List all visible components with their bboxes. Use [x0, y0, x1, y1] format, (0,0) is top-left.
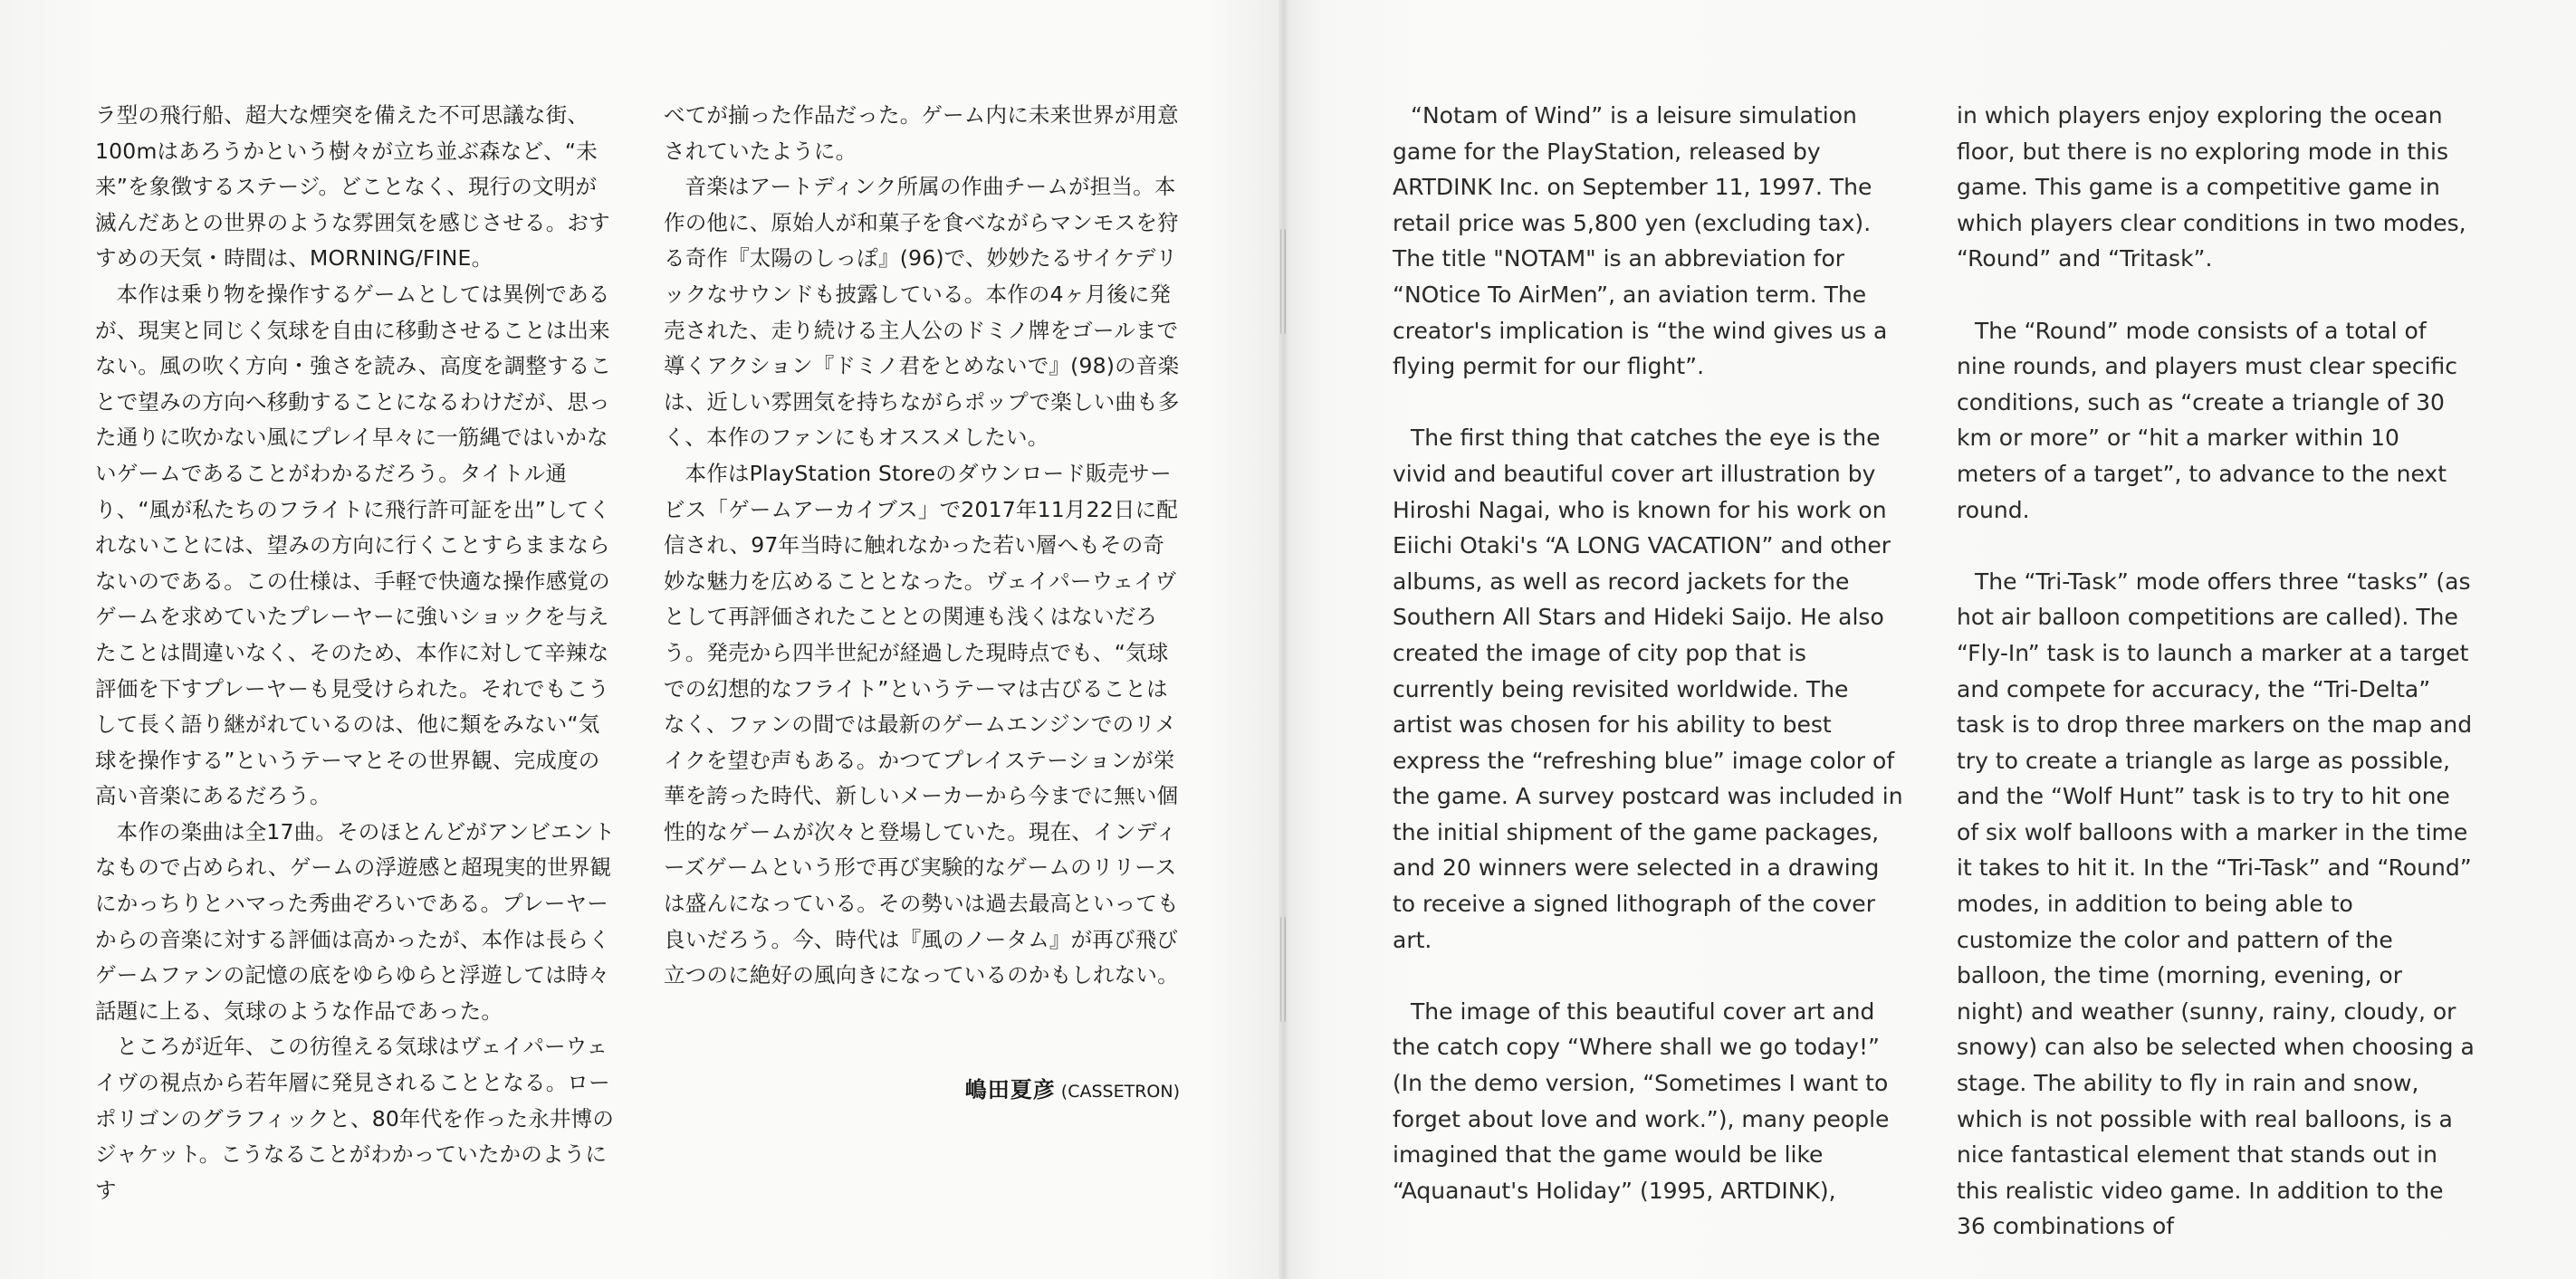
paragraph: in which players enjoy exploring the ocean floor, but there is no exploring mode in this game. This game is a competitive game in which players clear conditions in two modes, “Round” and “Tritask”.: [1957, 102, 2466, 272]
paragraph: The “Round” mode consists of a total of nine rounds, and players must clear specific conditions, such as “create a triangle of 30 km or more” or “hit a marker within 10 meters of a target”, to advance to the next round.: [1957, 317, 2458, 523]
author-name: 嶋田夏彦: [964, 1077, 1056, 1102]
paragraph: べてが揃った作品だった。ゲーム内に未来世界が用意されていたように。: [664, 102, 1179, 164]
author-credit: [664, 1072, 1180, 1103]
booklet-spine: [1278, 0, 1289, 1279]
paragraph: 本作はPlayStation Storeのダウンロード販売サービス「ゲームアーカイブス」で2017年11月22日に配信され、97年当時に触れなかった若い層へもその奇妙な魅力を広めることとなった。ヴェイパーウェイヴとして再評価されたこととの関連も浅くはないだろう。発売から四半世紀が経過した現時点でも、“気球での幻想的なフライト”というテーマは古びることはなく、ファンの間では最新のゲームエンジンでのリメイクを望む声もある。かつてプレイステーションが栄華を誇った時代、新しいメーカーから今までに無い個性的なゲームが次々と登場していた。現在、インディーズゲームという形で再び実験的なゲームのリリースは盛んになっている。その勢いは過去最高といっても良いだろう。今、時代は『風のノータム』が再び飛び立つのに絶好の風向きになっているのかもしれない。: [664, 460, 1179, 988]
paragraph: ラ型の飛行船、超大な煙突を備えた不可思議な街、100mはあろうかという樹々が立ち並ぶ森など、“未来”を象徴するステージ。どことなく、現行の文明が滅んだあとの世界のような雰囲気を感じさせる。おすすめの天気・時間は、MORNING/FINE。: [95, 102, 610, 272]
japanese-column-2: [664, 98, 1180, 994]
paragraph: 本作は乗り物を操作するゲームとしては異例であるが、現実と同じく気球を自由に移動させることは出来ない。風の吹く方向・強さを読み、高度を調整することで望みの方向へ移動することになるわけだが、思った通りに吹かない風にプレイ早々に一筋縄ではいかないゲームであることがわかるだろう。タイトル通り、“風が私たちのフライトに飛行許可証を出”してくれないことには、望みの方向に行くことすらままならないのである。この仕様は、手軽で快適な操作感覚のゲームを求めていたプレーヤーに強いショックを与えたことは間違いなく、そのため、本作に対して辛辣な評価を下すプレーヤーも見受けられた。それでもこうして長く語り継がれているのは、他に類をみない“気球を操作する”というテーマとその世界観、完成度の高い音楽にあるだろう。: [95, 281, 612, 809]
paragraph: The “Tri-Task” mode offers three “tasks” (as hot air balloon competitions are called). The “Fly-In” task is to launch a marker at a target and compete for accuracy, the “Tri-Delta” task is to drop three markers on the map and try to create a triangle as large as possible, and the “Wolf Hunt” task is to try to hit one of six wolf balloons with a marker in the time it takes to hit it. In the “Tri-Task” and “Round” modes, in addition to being able to customize the color and pattern of the balloon, the time (morning, evening, or night) and weather (sunny, rainy, cloudy, or snowy) can also be selected when choosing a stage. The ability to fly in rain and snow, which is not possible with real balloons, is a nice fantastical element that stands out in this realistic video game. In addition to the 36 combinations of: [1957, 568, 2475, 1240]
staple-bottom: [1280, 916, 1286, 1023]
english-column-1: [1393, 98, 1907, 1208]
staple-top: [1280, 228, 1286, 335]
paragraph: “Notam of Wind” is a leisure simulation game for the PlayStation, released by ARTDINK Inc. on September 11, 1997. The retail price was 5,800 yen (excluding tax). The title "NOTAM" is an abbreviation for “NOtice To AirMen”, an aviation term. The creator's implication is “the wind gives us a flying permit for our flight”.: [1393, 102, 1888, 380]
paragraph: The image of this beautiful cover art and the catch copy “Where shall we go today!” (In the demo version, “Sometimes I want to forget about love and work.”), many people imagined that the game would be like “Aquanaut's Holiday” (1995, ARTDINK),: [1393, 997, 1890, 1204]
paragraph: 本作の楽曲は全17曲。そのほとんどがアンビエントなもので占められ、ゲームの浮遊感と超現実的世界観にかっちりとハマった秀曲ぞろいである。プレーヤーからの音楽に対する評価は高かったが、本作は長らくゲームファンの記憶の底をゆらゆらと浮遊しては時々話題に上る、気球のような作品であった。: [95, 818, 616, 1024]
english-column-2: [1957, 98, 2475, 1245]
paragraph: ところが近年、この彷徨える気球はヴェイパーウェイヴの視点から若年層に発見されることとなる。ローポリゴンのグラフィックと、80年代を作った永井博のジャケット。こうなることがわかっていたかのようにす: [95, 1034, 615, 1203]
japanese-column-1: [95, 98, 616, 1208]
author-org: (CASSETRON): [1060, 1082, 1180, 1102]
paragraph: The first thing that catches the eye is the vivid and beautiful cover art illustration by Hiroshi Nagai, who is known for his work on Eiichi Otaki's “A LONG VACATION” and other albums, as well as record jackets for the Southern All Stars and Hideki Saijo. He also created the image of city pop that is currently being revisited worldwide. The artist was chosen for his ability to best express the “refreshing blue” image color of the game. A survey postcard was included in the initial shipment of the game packages, and 20 winners were selected in a drawing to receive a signed lithograph of the cover art.: [1393, 425, 1903, 953]
paragraph: 音楽はアートディンク所属の作曲チームが担当。本作の他に、原始人が和菓子を食べながらマンモスを狩る奇作『太陽のしっぽ』(96)で、妙妙たるサイケデリックなサウンドも披露している。本作の4ヶ月後に発売された、走り続ける主人公のドミノ牌をゴールまで導くアクション『ドミノ君をとめないで』(98)の音楽は、近しい雰囲気を持ちながらポップで楽しい曲も多く、本作のファンにもオススメしたい。: [664, 174, 1180, 451]
